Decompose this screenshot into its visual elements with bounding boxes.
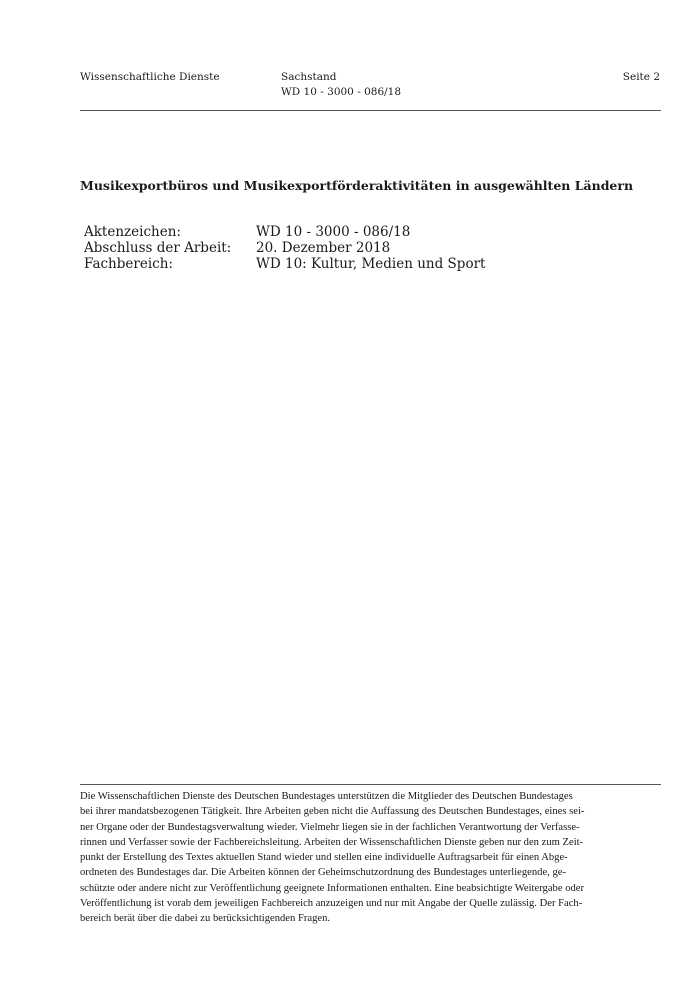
disclaimer-divider [80, 784, 661, 785]
header-divider [80, 110, 661, 111]
page-header [80, 70, 660, 110]
disclaimer-line: punkt der Erstellung des Textes aktuellen Stand wieder und stellen eine individuelle Auftragsarbeit für einen Abge- [80, 852, 568, 864]
disclaimer-line: Die Wissenschaftlichen Dienste des Deutschen Bundestages unterstützen die Mitglieder des Deutschen Bundestages [80, 791, 573, 802]
document-title: Musikexportbüros und Musikexportförderaktivitäten in ausgewählten Ländern [80, 178, 634, 193]
metadata-label: Fachbereich: [84, 256, 173, 272]
header-page-number: Seite 2 [622, 71, 660, 83]
metadata-value: 20. Dezember 2018 [256, 240, 391, 256]
disclaimer-line: ordneten des Bundestages dar. Die Arbeiten können der Geheimschutzordnung des Bundestages unterliegende, ge- [80, 867, 566, 879]
metadata-value: WD 10: Kultur, Medien und Sport [256, 256, 486, 272]
disclaimer-text [80, 789, 661, 927]
header-document-reference: WD 10 - 3000 - 086/18 [281, 86, 402, 98]
disclaimer-line: bei ihrer mandatsbezogenen Tätigkeit. Ihre Arbeiten geben nicht die Auffassung des Deutschen Bundestages, eines sei- [80, 806, 585, 818]
metadata-label: Abschluss der Arbeit: [84, 240, 232, 256]
metadata-label: Aktenzeichen: [84, 224, 181, 240]
header-document-type: Sachstand [281, 71, 337, 83]
disclaimer-line: bereich berät über die dabei zu berücksichtigenden Fragen. [80, 913, 331, 925]
header-document-info [281, 70, 401, 100]
disclaimer-line: Veröffentlichung ist vorab dem jeweiligen Fachbereich anzuzeigen und nur mit Angabe der Quelle zulässig. Der Fach- [80, 898, 583, 910]
disclaimer-line: rinnen und Verfasser sowie der Fachbereichsleitung. Arbeiten der Wissenschaftlichen Dienste geben nur den zum Zeit- [80, 836, 584, 848]
disclaimer-line: ner Organe oder der Bundestagsverwaltung wieder. Vielmehr liegen sie in der fachlichen Verantwortung der Verfasse- [80, 821, 580, 833]
header-organization: Wissenschaftliche Dienste [80, 71, 220, 83]
disclaimer-line: schützte oder andere nicht zur Veröffentlichung geeignete Informationen enthalten. Eine beabsichtigte Weitergabe oder [80, 882, 585, 894]
metadata-value: WD 10 - 3000 - 086/18 [256, 224, 411, 240]
